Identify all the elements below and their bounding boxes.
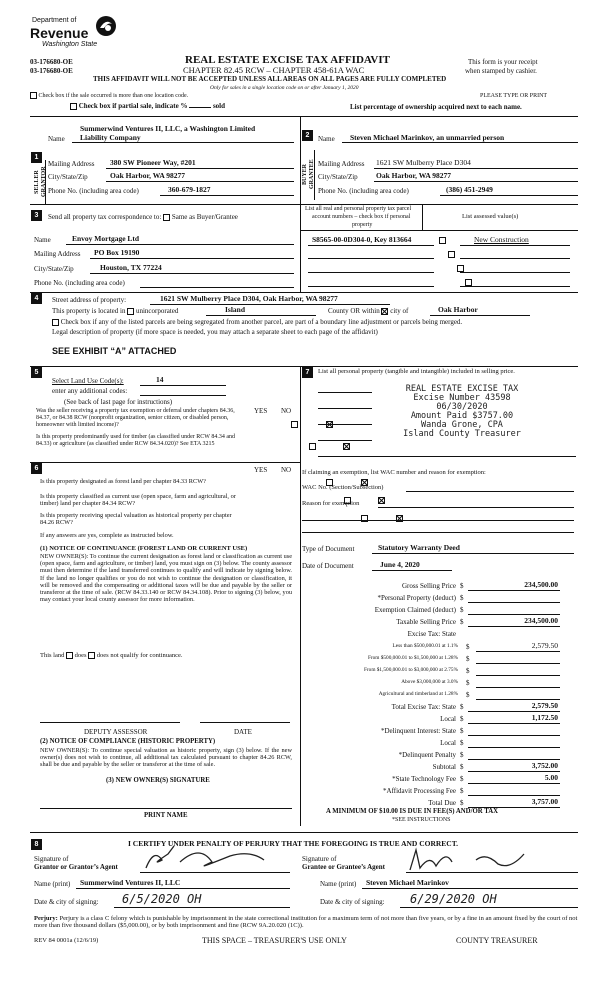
located-row: [52, 307, 178, 315]
property-county: Island: [225, 305, 246, 314]
s5-yes: YES: [254, 407, 268, 415]
s5-q1-yes-checkbox[interactable]: [291, 421, 298, 428]
total-excise-state-label: Total Excise Tax: State: [391, 703, 456, 711]
tech-fee-label: *State Technology Fee: [392, 775, 456, 783]
see-back: (See back of last page for instructions): [64, 398, 173, 406]
print-name: PRINT NAME: [144, 812, 188, 819]
tier-4-dollar: $: [466, 679, 470, 687]
section-4-marker: 4: [31, 293, 42, 304]
delinquent-interest-local-label: Local: [440, 739, 456, 747]
parcel-personal-checkbox-1[interactable]: [439, 237, 446, 244]
grantor-sig-label-1: Signature of: [34, 855, 69, 863]
corr-city: Houston, TX 77224: [100, 263, 162, 272]
same-as-buyer-checkbox[interactable]: [163, 214, 170, 221]
grantor-date-label: Date & city of signing:: [34, 898, 99, 906]
continuance-row: [40, 652, 183, 659]
gross-price-label: Gross Selling Price: [401, 582, 456, 590]
local-excise-label: Local: [440, 715, 456, 723]
grantee-date-label: Date & city of signing:: [320, 898, 385, 906]
does-checkbox[interactable]: [66, 652, 73, 659]
form-title: REAL ESTATE EXCISE TAX AFFIDAVIT: [185, 54, 390, 66]
doc-id-2: 03-176680-OE: [30, 67, 73, 75]
receipt-note-1: This form is your receipt: [468, 58, 538, 66]
property-street: 1621 SW Mulberry Place D304, Oak Harbor, WA 98277: [160, 294, 338, 303]
seller-name-l2: Liability Company: [80, 133, 141, 142]
personal-property-label: *Personal Property (deduct): [377, 594, 456, 602]
parcel-number: S8565-00-0D304-0, Key 813664: [312, 235, 412, 244]
grantor-date-city: 6/5/2020 OH: [122, 892, 202, 906]
seller-name-l1: Summerwind Ventures II, LLC, a Washington Limited: [80, 124, 256, 133]
form-chapter: CHAPTER 82.45 RCW – CHAPTER 458-61A WAC: [183, 65, 365, 75]
grantor-signature: [140, 842, 270, 876]
grantee-date-city: 6/29/2020 OH: [410, 892, 497, 906]
list-pct: List percentage of ownership acquired next to each name.: [350, 103, 522, 111]
doc-id-1: 03-176680-OE: [30, 58, 73, 66]
does-not-label: does not qualify for continuance.: [96, 652, 183, 659]
personal-property-dollar: $: [460, 594, 464, 602]
s6-no: NO: [281, 466, 292, 474]
notice1-body: NEW OWNER(S): To continue the current designation as forest land or classification as current use (open space, farm and agriculture, or timber) land, you must sign on (3) below. The county assessor must then determine if the land transferred continues to qualify and will indicate by signing below. If the land no longer qualifies or you do not wish to continue the designation or classification, it will be removed and the compensating or additional taxes will be due and payable by the seller or transferor at the time of sale. (RCW 84.33.140 or RCW 84.34.108). Prior to signing (3) below, you may contact your local county assessor for more information.: [40, 553, 292, 604]
deputy-assessor: DEPUTY ASSESSOR: [84, 728, 148, 736]
tier-5-label: Agricultural and timberland at 1.28%: [378, 691, 458, 697]
s6-q2-no-checkbox[interactable]: [378, 497, 385, 504]
partial-sale-checkbox[interactable]: [70, 103, 77, 110]
this-land-label: This land: [40, 652, 65, 659]
logo-line3: Washington State: [42, 41, 98, 48]
seller-phone: 360-679-1827: [168, 185, 211, 194]
multi-location-label: Check box if the sale occurred is more than one location code.: [38, 92, 189, 99]
tier-1-dollar: $: [466, 643, 470, 651]
corr-name: Envoy Mortgage Ltd: [72, 234, 140, 243]
stamp-line-1: REAL ESTATE EXCISE TAX: [405, 384, 519, 394]
affidavit-fee-dollar: $: [460, 787, 464, 795]
type-or-print: PLEASE TYPE OR PRINT: [480, 93, 548, 99]
grantee-signature: [406, 846, 536, 874]
grantor-name: Summerwind Ventures II, LLC: [80, 878, 181, 887]
seller-address-label: Mailing Address: [48, 160, 95, 168]
send-label: Send all property tax correspondence to:: [48, 213, 162, 221]
perjury-label: Perjury:: [34, 915, 58, 922]
stamp-line-6: Island County Treasurer: [403, 428, 521, 439]
wac-label: WAC No. (Section/Subsection): [302, 484, 384, 491]
multi-location-row: [30, 92, 188, 100]
logo-line2: Revenue: [30, 25, 89, 41]
excise-state-label: Excise Tax: State: [407, 630, 456, 638]
tier-4-label: Above $3,000,000 at 3.0%: [401, 679, 458, 685]
corr-phone-label: Phone No. (including area code): [34, 279, 125, 287]
grantee-sig-label-1: Signature of: [302, 855, 337, 863]
total-due-dollar: $: [460, 799, 464, 807]
seller-city: Oak Harbor, WA 98277: [110, 171, 186, 180]
seller-address: 380 SW Pioneer Way, #201: [110, 158, 196, 167]
total-excise-state-value: 2,579.50: [531, 701, 558, 710]
corr-address-label: Mailing Address: [34, 250, 81, 258]
certify: I CERTIFY UNDER PENALTY OF PERJURY THAT THE FOREGOING IS TRUE AND CORRECT.: [128, 839, 459, 848]
section-2-marker: 2: [302, 130, 313, 141]
tier-1-value: 2,579.50: [531, 641, 558, 650]
does-label: does: [74, 652, 87, 659]
grantor-sig-label-2: Grantor or Grantor’s Agent: [34, 863, 118, 871]
see-exhibit: SEE EXHIBIT “A” ATTACHED: [52, 346, 177, 356]
buyer-city: Oak Harbor, WA 98277: [376, 171, 452, 180]
treasurer-stamp: [372, 385, 552, 439]
s5-q1: Was the seller receiving a property tax exemption or deferral under chapters 84.36, 84.37, or 84.38 RCW (nonprofit organization, senior citizen, or disabled person, homeowner with limited income)?: [36, 408, 235, 428]
section-7-marker: 7: [302, 367, 313, 378]
partial-sale-row: [70, 102, 225, 110]
tier-2-dollar: $: [466, 655, 470, 663]
legal-desc-label: Legal description of property (if more space is needed, you may attach a separate sheet to each page of the affidavit): [52, 328, 378, 336]
delinquent-interest-state-dollar: $: [460, 727, 464, 735]
segregated-label: Check box if any of the listed parcels are being segregated from another parcel, are part of a boundary line adjustment or parcels being merged.: [60, 318, 463, 326]
minimum-due: A MINIMUM OF $10.00 IS DUE IN FEE(S) AND/OR TAX: [326, 808, 499, 815]
section-8-marker: 8: [31, 839, 42, 850]
notice1-title: (1) NOTICE OF CONTINUANCE (FOREST LAND OR CURRENT USE): [40, 545, 248, 552]
parcel-hdr-2: account numbers – check box if personal: [312, 214, 411, 220]
buyer-phone-label: Phone No. (including area code): [318, 187, 409, 195]
buyer-address: 1621 SW Mulberry Place D304: [376, 158, 471, 167]
type-doc: Statutory Warranty Deed: [378, 543, 460, 552]
treasurer-use: THIS SPACE – TREASURER'S USE ONLY: [202, 936, 347, 945]
grantor-name-label: Name (print): [34, 880, 71, 888]
within-city-checkbox[interactable]: [381, 308, 388, 315]
logo-line1: Department of: [32, 17, 77, 24]
section-1-marker: 1: [31, 152, 42, 163]
total-due-label: Total Due: [428, 799, 456, 807]
unincorporated-label: unincorporated: [135, 307, 179, 315]
delinquent-interest-local-dollar: $: [460, 739, 464, 747]
stamp-line-5: Wanda Grone, CPA: [421, 419, 503, 430]
new-owner-sig: (3) NEW OWNER(S) SIGNATURE: [106, 777, 210, 784]
total-due-value: 3,757.00: [531, 797, 558, 806]
property-city: Oak Harbor: [438, 305, 478, 314]
corr-city-label: City/State/Zip: [34, 265, 74, 273]
land-use-code: 14: [156, 375, 164, 384]
seller-city-label: City/State/Zip: [48, 173, 88, 181]
s6-q1: Is this property designated as forest land per chapter 84.33 RCW?: [40, 478, 206, 485]
s5-q2: Is this property predominantly used for timber (as classified under RCW 84.34 and 84.33) or agriculture (as classified under RCW 84.34.020)? See ETA 3215: [36, 434, 236, 447]
taxable-price-value: 234,500.00: [524, 616, 558, 625]
tier-3-dollar: $: [466, 667, 470, 675]
subtotal-label: Subtotal: [432, 763, 456, 771]
buyer-name-label: Name: [318, 135, 335, 143]
buyer-name: Steven Michael Marinkov, an unmarried person: [350, 133, 505, 142]
total-excise-state-dollar: $: [460, 703, 464, 711]
local-excise-value: 1,172.50: [531, 713, 558, 722]
s6-q3: Is this property receiving special valuation as historical property per chapter 84.26 RCW?: [40, 512, 232, 527]
affidavit-fee-label: *Affidavit Processing Fee: [383, 787, 456, 795]
delinquent-penalty-label: *Delinquent Penalty: [398, 751, 456, 759]
corr-name-label: Name: [34, 236, 51, 244]
parcel-personal-checkbox-2[interactable]: [448, 251, 455, 258]
s6-if-yes: If any answers are yes, complete as instructed below.: [40, 532, 174, 539]
stamp-line-3: 06/30/2020: [436, 401, 488, 412]
exemption-claimed-label: Exemption Claimed (deduct): [374, 606, 456, 614]
additional-codes: enter any additional codes:: [52, 387, 128, 395]
perjury-text: Perjury is a class C felony which is punishable by imprisonment in the state correctional institution for a maximum term of not more than five years, or by a fine in an amount fixed by the court of not more than five thousand dollars ($5,000.00), or by both imprisonment and fine (RCW 9A.20.020 (1C)).: [34, 915, 578, 930]
parcel-personal-checkbox-4[interactable]: [465, 279, 472, 286]
sold-label: sold: [212, 102, 226, 110]
delinquent-penalty-dollar: $: [460, 751, 464, 759]
section-6-marker: 6: [31, 463, 42, 474]
county-treasurer: COUNTY TREASURER: [456, 936, 538, 945]
seller-phone-label: Phone No. (including area code): [48, 187, 139, 195]
see-instructions: *SEE INSTRUCTIONS: [392, 817, 451, 823]
grantee-sig-label-2: Grantee or Grantee’s Agent: [302, 863, 386, 871]
logo-swirl-icon: [94, 14, 118, 38]
segregated-row: [52, 318, 462, 326]
grantee-name-label: Name (print): [320, 880, 357, 888]
local-excise-dollar: $: [460, 715, 464, 723]
section-5-marker: 5: [31, 367, 42, 378]
only-for: Only for sales in a single location code on or after January 1, 2020: [210, 85, 359, 91]
send-correspondence: [48, 213, 238, 221]
unincorporated-checkbox[interactable]: [127, 308, 134, 315]
buyer-address-label: Mailing Address: [318, 160, 365, 168]
multi-location-checkbox[interactable]: [30, 92, 37, 99]
dor-logo: [30, 14, 120, 54]
assessed-value: New Construction: [474, 235, 529, 244]
subtotal-dollar: $: [460, 763, 464, 771]
seller-side-label: SELLER GRANTOR: [34, 166, 47, 198]
s6-yes: YES: [254, 466, 268, 474]
street-label: Street address of property:: [52, 296, 127, 304]
tier-2-label: From $500,000.01 to $1,500,000 at 1.28%: [367, 655, 458, 661]
assessor-date: DATE: [234, 728, 252, 736]
buyer-city-label: City/State/Zip: [318, 173, 358, 181]
subtotal-value: 3,752.00: [531, 761, 558, 770]
tech-fee-value: 5.00: [544, 773, 558, 782]
segregated-checkbox[interactable]: [52, 319, 59, 326]
rev-number: REV 84 0001a (12/6/19): [34, 937, 99, 944]
parcel-hdr-1: List all real and personal property tax parcel: [305, 206, 412, 212]
receipt-note-2: when stamped by cashier.: [465, 67, 537, 75]
land-use-label: Select Land Use Code(s):: [52, 377, 124, 385]
type-doc-label: Type of Document: [302, 545, 355, 553]
gross-price-value: 234,500.00: [524, 580, 558, 589]
s5-no: NO: [281, 407, 292, 415]
personal-prop-label: List all personal property (tangible and intangible) included in selling price.: [318, 368, 515, 375]
delinquent-interest-state-label: *Delinquent Interest: State: [380, 727, 456, 735]
tech-fee-dollar: $: [460, 775, 464, 783]
seller-name-label: Name: [48, 135, 65, 143]
s6-q2: Is this property classified as current use (open space, farm and agricultural, or timber) land per chapter 84.34 RCW?: [40, 493, 236, 508]
s5-q2-no-checkbox[interactable]: [343, 443, 350, 450]
notice2-body: NEW OWNER(S): To continue special valuation as historic property, sign (3) below. If the new owner(s) does not wish to continue, all additional tax calculated pursuant to chapter 84.26 RCW, shall be due and payable by the seller or transferor at the time of sale.: [40, 747, 292, 769]
does-not-checkbox[interactable]: [88, 652, 95, 659]
county-row: [328, 307, 408, 315]
s5-q2-yes-checkbox[interactable]: [309, 443, 316, 450]
reason-label: Reason for exemption: [302, 500, 360, 507]
located-label: This property is located in: [52, 307, 126, 315]
exemption-claimed-dollar: $: [460, 606, 464, 614]
corr-address: PO Box 19190: [94, 248, 140, 257]
partial-sale-label: Check box if partial sale, indicate %: [78, 102, 188, 110]
buyer-phone: (386) 451-2949: [446, 185, 493, 194]
taxable-price-dollar: $: [460, 618, 464, 626]
date-doc: June 4, 2020: [380, 560, 420, 569]
assessed-hdr: List assessed value(s): [462, 213, 519, 220]
parcel-personal-checkbox-3[interactable]: [457, 265, 464, 272]
tier-5-dollar: $: [466, 691, 470, 699]
buyer-side-label: BUYER GRANTEE: [302, 159, 315, 190]
date-doc-label: Date of Document: [302, 562, 354, 570]
section-3-marker: 3: [31, 210, 42, 221]
stamp-line-2: Excise Number 43598: [413, 392, 511, 403]
stamp-line-4: Amount Paid $3757.00: [410, 410, 514, 421]
county-or-label: County OR within: [328, 307, 380, 315]
form-warning: THIS AFFIDAVIT WILL NOT BE ACCEPTED UNLESS ALL AREAS ON ALL PAGES ARE FULLY COMPLETED: [93, 75, 447, 83]
same-as-label: Same as Buyer/Grantee: [171, 213, 238, 221]
city-of-label: city of: [390, 307, 409, 315]
grantee-name: Steven Michael Marinkov: [366, 878, 449, 887]
notice2-title: (2) NOTICE OF COMPLIANCE (HISTORIC PROPERTY): [40, 738, 216, 745]
taxable-price-label: Taxable Selling Price: [396, 618, 456, 626]
gross-price-dollar: $: [460, 582, 464, 590]
tier-3-label: From $1,500,000.01 to $3,000,000 at 2.75%: [363, 667, 458, 673]
exemption-q: If claiming an exemption, list WAC number and reason for exemption:: [302, 469, 486, 476]
tier-1-label: Less than $500,000.01 at 1.1%: [392, 643, 458, 649]
perjury-notice: [34, 915, 578, 930]
parcel-hdr-3: property: [352, 222, 373, 228]
